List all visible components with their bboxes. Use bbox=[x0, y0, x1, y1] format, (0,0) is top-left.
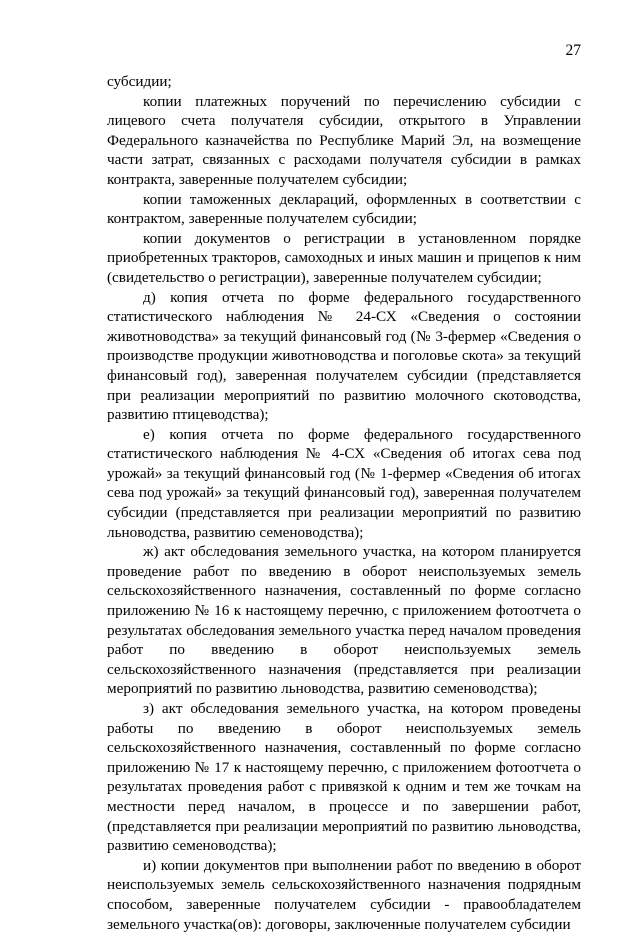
page-number: 27 bbox=[565, 42, 581, 59]
paragraph-payment-orders: копии платежных поручений по перечислению субсидии с лицевого счета получателя субсидии, открытого в Управлении Федерального казначейства по Республике Марий Эл, на возмещение части затрат, связанных с расходами получателя субсидии в рамках контракта, заверенные получателем субсидии; bbox=[107, 92, 581, 188]
paragraph-item-e: е) копия отчета по форме федерального государственного статистического наблюдения № 4-СХ «Сведения об итогах сева под урожай» за текущий финансовый год (№ 1-фермер «Сведения об итогах сева под урожай» за текущий финансовый год), заверенная получателем субсидии (представляется при реализации мероприятий по развитию льноводства, развитию семеноводства); bbox=[107, 425, 581, 541]
paragraph-item-zh: ж) акт обследования земельного участка, на котором планируется проведение работ по введению в оборот неиспользуемых земель сельскохозяйственного назначения, составленный по форме согласно приложению № 16 к настоящему перечню, с приложением фотоотчета о результатах обследования земельного участка перед началом проведения работ по введению в оборот неиспользуемых земель сельскохозяйственного назначения (представляется при реализации мероприятий по развитию льноводства, развитию семеноводства); bbox=[107, 543, 581, 698]
paragraph-subsidy-tail: субсидии; bbox=[107, 73, 172, 90]
paragraph-customs-declarations: копии таможенных деклараций, оформленных в соответствии с контрактом, заверенные получателем субсидии; bbox=[107, 190, 581, 228]
paragraph-item-d: д) копия отчета по форме федерального государственного статистического наблюдения № 24-СХ «Сведения о состоянии животноводства» за текущий финансовый год (№ 3-фермер «Сведения о производстве продукции животноводства и поголовье скота» за текущий финансовый год), заверенная получателем субсидии (представляется при реализации мероприятий по развитию молочного скотоводства, развитию птицеводства); bbox=[107, 288, 581, 424]
paragraph-item-i: и) копии документов при выполнении работ по введению в оборот неиспользуемых земель сельскохозяйственного назначения подрядным способом, заверенные получателем субсидии - правообладателем земельного участка(ов): договоры, заключенные получателем субсидии bbox=[107, 856, 581, 933]
document-body bbox=[107, 72, 581, 934]
paragraph-registration-documents: копии документов о регистрации в установленном порядке приобретенных тракторов, самоходных и иных машин и прицепов к ним (свидетельство о регистрации), заверенные получателем субсидии; bbox=[107, 229, 581, 286]
paragraph-item-z: з) акт обследования земельного участка, на котором проведены работы по введению в оборот неиспользуемых земель сельскохозяйственного назначения, составленный по форме согласно приложению № 17 к настоящему перечню, с приложением фотоотчета о результатах проведения работ с привязкой к одним и тем же точкам на местности перед началом, в процессе и по завершении работ, (представляется при реализации мероприятий по развитию льноводства, развитию семеноводства); bbox=[107, 700, 581, 855]
